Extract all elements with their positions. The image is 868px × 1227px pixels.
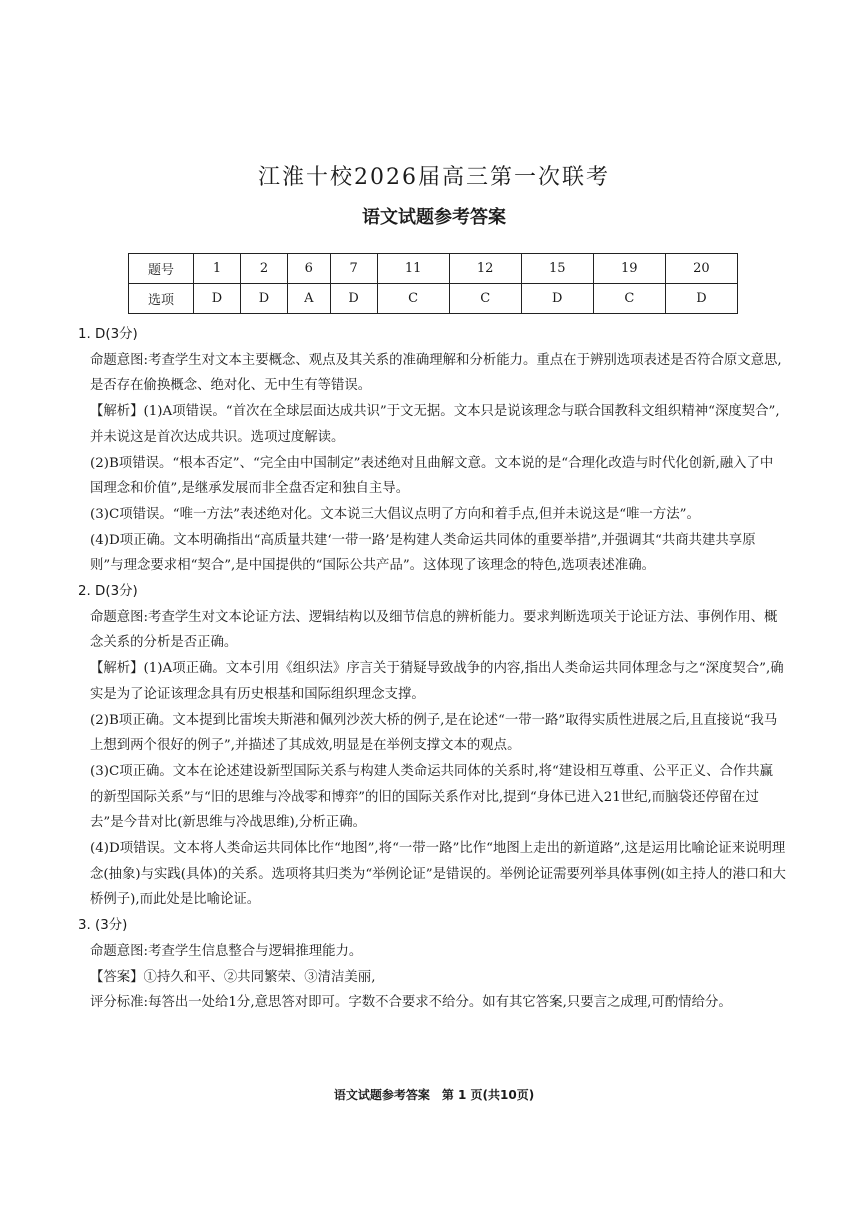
answer-table	[128, 253, 738, 314]
q1-analysis-d: (4)D项正确。文本明确指出“高质量共建‘一带一路’是构建人类命运共同体的重要举措”,并强调其“共商共建共享原则”与理念要求相“契合”,是中国提供的“国际公共产品”。这体现了该理念的特色,选项表述准确。	[90, 532, 756, 574]
answer-explanations	[78, 322, 786, 1016]
table-row-numbers	[129, 254, 738, 284]
question-number: 20	[665, 254, 737, 284]
q2-analysis-c: (3)C项正确。文本在论述建设新型国际关系与构建人类命运共同体的关系时,将“建设相互尊重、公平正义、合作共赢的新型国际关系”与“旧的思维与冷战零和博弈”的旧的国际关系作对比,提到“身体已进入21世纪,而脑袋还停留在过去”是今昔对比(新思维与冷战思维),分析正确。	[90, 763, 774, 831]
question-number: 2	[240, 254, 287, 284]
q2-analysis-b: (2)B项正确。文本提到比雷埃夫斯港和佩列沙茨大桥的例子,是在论述“一带一路”取得实质性进展之后,且直接说“我马上想到两个很好的例子”,并描述了其成效,明显是在举例支撑文本的观点。	[90, 712, 778, 754]
q2-intent: 命题意图:考查学生对文本论证方法、逻辑结构以及细节信息的辨析能力。要求判断选项关于论证方法、事例作用、概念关系的分析是否正确。	[90, 609, 778, 651]
answer-option: D	[665, 284, 737, 314]
q1-analysis-c: (3)C项错误。“唯一方法”表述绝对化。文本说三大倡议点明了方向和着手点,但并未说这是“唯一方法”。	[90, 506, 700, 522]
answer-option: C	[593, 284, 665, 314]
page-subtitle: 语文试题参考答案	[362, 207, 506, 228]
answer-option: D	[330, 284, 377, 314]
page-title: 江淮十校2026届高三第一次联考	[258, 165, 610, 190]
row-label-answer: 选项	[129, 284, 194, 314]
q2-analysis-d: (4)D项错误。文本将人类命运共同体比作“地图”,将“一带一路”比作“地图上走出的新道路”,这是运用比喻论证来说明理念(抽象)与实践(具体)的关系。选项将其归类为“举例论证”是错误的。举例论证需要列举具体事例(如主持人的港口和大桥例子),而此处是比喻论证。	[90, 841, 786, 908]
answer-option: D	[194, 284, 241, 314]
page-footer: 语文试题参考答案 第 1 页(共10页)	[333, 1088, 535, 1102]
q2-heading: 2. D(3分)	[78, 584, 138, 600]
question-number: 6	[287, 254, 330, 284]
q1-heading: 1. D(3分)	[78, 327, 138, 342]
table-row-answers	[129, 284, 738, 314]
question-number: 19	[593, 254, 665, 284]
q1-analysis-a: 【解析】(1)A项错误。“首次在全球层面达成共识”于文无据。文本只是说该理念与联合国教科文组织精神“深度契合”,并未说这是首次达成共识。选项过度解读。	[90, 404, 780, 445]
q2-analysis-a: 【解析】(1)A项正确。文本引用《组织法》序言关于猜疑导致战争的内容,指出人类命运共同体理念与之“深度契合”,确实是为了论证该理念具有历史根基和国际组织理念支撑。	[90, 661, 784, 702]
q3-heading: 3. (3分)	[78, 918, 128, 934]
answer-option: D	[521, 284, 593, 314]
question-number: 7	[330, 254, 377, 284]
question-number: 12	[449, 254, 521, 284]
q1-intent: 命题意图:考查学生对文本主要概念、观点及其关系的准确理解和分析能力。重点在于辨别选项表述是否符合原文意思,是否存在偷换概念、绝对化、无中生有等错误。	[90, 352, 782, 394]
question-number: 15	[521, 254, 593, 284]
answer-option: C	[449, 284, 521, 314]
question-number: 1	[194, 254, 241, 284]
row-label-number: 题号	[129, 254, 194, 284]
q3-intent: 命题意图:考查学生信息整合与逻辑推理能力。	[90, 943, 363, 959]
question-number: 11	[377, 254, 449, 284]
q3-scoring: 评分标准:每答出一处给1分,意思答对即可。字数不合要求不给分。如有其它答案,只要言之成理,可酌情给分。	[90, 995, 732, 1011]
q1-analysis-b: (2)B项错误。“根本否定”、“完全由中国制定”表述绝对且曲解文意。文本说的是“合理化改造与时代化创新,融入了中国理念和价值”,是继承发展而非全盘否定和独自主导。	[90, 455, 774, 497]
answer-option: D	[240, 284, 287, 314]
q3-answer: 【答案】①持久和平、②共同繁荣、③清洁美丽,	[90, 969, 376, 985]
answer-option: C	[377, 284, 449, 314]
answer-option: A	[287, 284, 330, 314]
